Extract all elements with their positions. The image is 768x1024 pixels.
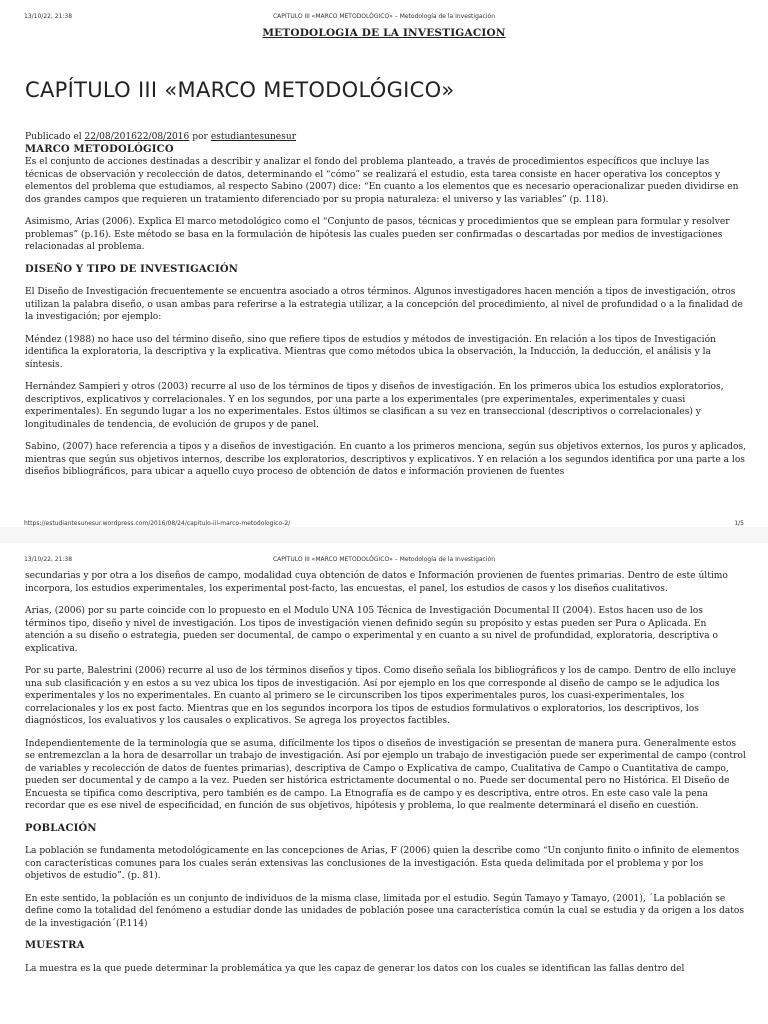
print-header [24, 13, 744, 23]
print-page-title: CAPÍTULO III «MARCO METODOLÓGICO» – Metodología de la Investigación [272, 556, 496, 563]
heading-marco-metodologico: MARCO METODOLÓGICO [25, 143, 174, 155]
paragraph: Por su parte, Balestrini (2006) recurre al uso de los términos diseños y tipos. Como diseño señala los bibliográficos y los de campo. Dentro de ello incluye una sub clasificación y en estos a su vez ubica los tipos de investigación. Así por ejemplo en los que corresponde al diseño de campo se le adjudica los experimentales y los no experimentales. En cuanto al primero se le circunscriben los tipos experimentales puros, los cuasi-experimentales, los correlacionales y los ex post facto. Mientras que en los segundos incorpora los tipos de estudios formulativos o exploratorios, los descriptivos, los diagnósticos, los evaluativos y los causales o explicativos. Se agrega los proyectos factibles. [25, 666, 736, 726]
paragraph: En este sentido, la población es un conjunto de individuos de la misma clase, limitada por el estudio. Según Tamayo y Tamayo, (2001), ´La población se define como la totalidad del fenómeno a estudiar donde las unidades de población posee una característica común la cual se estudia y da origen a los datos de la investigación´(P.114) [25, 893, 745, 929]
post-content [25, 131, 746, 489]
paragraph: El Diseño de Investigación frecuentemente se encuentra asociado a otros términos. Algunos investigadores hacen mención a tipos de investigación, otros utilizan la palabra diseño, o usan ambas para referirse a la estrategia utilizar, a la concepción del procedimiento, al nivel de profundidad o a la finalidad de la investigación; por ejemplo: [25, 287, 743, 322]
site-title[interactable]: METODOLOGIA DE LA INVESTIGACION [262, 27, 506, 39]
heading-poblacion: POBLACIÓN [25, 822, 97, 834]
post-date-link[interactable]: 22/08/201622/08/2016 [84, 132, 190, 142]
paragraph: La muestra es la que puede determinar la problemática ya que les capaz de generar los datos con los cuales se identifican las fallas dentro del [25, 963, 685, 974]
print-page-title: CAPÍTULO III «MARCO METODOLÓGICO» – Metodología de la Investigación [272, 13, 496, 20]
print-footer [24, 520, 744, 527]
post-content [25, 570, 746, 985]
paragraph: Arias, (2006) por su parte coincide con lo propuesto en el Modulo UNA 105 Técnica de Investigación Documental II (2004). Estos hacen uso de los términos tipo, diseño y nivel de investigación. Los tipos de investigación vienen definido según su propósito y estas pueden ser Pura o Aplicada. En atención a su diseño o estrategia, pueden ser documental, de campo o experimental y en cuanto a su nivel de profundidad, exploratoria, descriptiva o explicativa. [25, 606, 718, 654]
footer-page-number: 1/5 [734, 520, 744, 527]
meta-by-label: por [192, 132, 208, 142]
paragraph: Es el conjunto de acciones destinadas a describir y analizar el fondo del problema planteado, a través de procedimientos específicos que incluye las técnicas de observación y recolección de datos, determinando el “cómo” se realizará el estudio, esta tarea consiste en hacer operativa los conceptos y elementos del problema que estudiamos, al respecto Sabino (2007) dice: “En cuanto a los elementos que es necesario operacionalizar pueden dividirse en dos grandes campos que requieren un tratamiento diferenciado por su propia naturaleza: el universo y las variables” (p. 118). [25, 157, 739, 205]
pdf-page-2 [0, 543, 768, 1024]
post-meta [25, 131, 746, 144]
paragraph: Méndez (1988) no hace uso del término diseño, sino que refiere tipos de estudios y métodos de investigación. En relación a los tipos de Investigación identifica la exploratoria, la descriptiva y la explicativa. Mientras que como métodos ubica la observación, la Inducción, la deducción, el análisis y la síntesis. [25, 334, 716, 370]
meta-published-label: Publicado el [25, 132, 82, 142]
paragraph: secundarias y por otra a los diseños de campo, modalidad cuya obtención de datos e Información provienen de fuentes primarias. Dentro de este último incorpora, los estudios experimentales, los experimental post-facto, las encuestas, el panel, los estudios de casos y los diseños cualitativos. [25, 571, 728, 594]
paragraph: Sabino, (2007) hace referencia a tipos y a diseños de investigación. En cuanto a los primeros menciona, según sus objetivos externos, los puros y aplicados, mientras que según sus objetivos internos, describe los exploratorios, descriptivos y explicativos. Y en relación a los segundos identifica por una parte a los diseños bibliográficos, para ubicar a aquello cuyo proceso de obtención de datos e información provienen de fuentes [25, 442, 746, 477]
print-date: 13/10/22, 21:38 [24, 13, 73, 20]
paragraph: Hernández Sampieri y otros (2003) recurre al uso de los términos de tipos y diseños de investigación. En los primeros ubica los estudios exploratorios, descriptivos, explicativos y correlacionales. Y en los segundos, por una parte a los experimentales (pre experimentales, experimentales y cuasi experimentales). En segundo lugar a los no experimentales. Estos últimos se clasifican a su vez en transeccional (descriptivos o correlacionales) y longitudinales de tendencia, de evolución de grupos y de panel. [25, 382, 724, 430]
footer-url: https://estudiantesunesur.wordpress.com/2016/08/24/capitulo-iii-marco-metodologico-2/ [24, 520, 291, 527]
heading-muestra: MUESTRA [25, 940, 85, 951]
print-date: 13/10/22, 21:38 [24, 556, 73, 563]
paragraph: Asimismo, Arias (2006). Explica El marco metodológico como el “Conjunto de pasos, técnicas y procedimientos que se emplean para formular y resolver problemas” (p.16). Este método se basa en la formulación de hipótesis las cuales pueden ser confirmadas o descartadas por medios de investigaciones relacionadas al problema. [25, 217, 730, 252]
paragraph: La población se fundamenta metodológicamente en las concepciones de Arias, F (2006) quien la describe como “Un conjunto finito o infinito de elementos con características comunes para los cuales serán extensivas las conclusiones de la investigación. Esta queda delimitada por el problema y por los objetivos de estudio”. (p. 81). [25, 846, 740, 881]
post-title: CAPÍTULO III «MARCO METODOLÓGICO» [25, 78, 455, 102]
author-link[interactable]: estudiantesunesur [210, 132, 297, 142]
paragraph: Independientemente de la terminología que se asuma, difícilmente los tipos o diseños de investigación se presentan de manera pura. Generalmente estos se entremezclan a la hora de desarrollar un trabajo de investigación. Así por ejemplo un trabajo de investigación puede ser experimental de campo (control de variables y recolección de datos de fuentes primarias), descriptiva de Campo o Explicativa de campo, Cualitativa de Campo o Cuantitativa de campo, pueden ser documental y de campo a la vez. Pueden ser histórica estrictamente documental o no. Puede ser documental pero no Histórica. El Diseño de Encuesta se tipifica como descriptiva, pero también es de campo. La Etnografía es de campo y es descriptiva, entre otros. En este caso vale la pena recordar que es ese nivel de especificidad, en función de sus objetivos, hipótesis y problema, lo que realmente determinará el diseño en cuestión. [25, 738, 746, 811]
print-header [24, 556, 744, 566]
heading-diseno-tipo: DISEÑO Y TIPO DE INVESTIGACIÓN [25, 263, 239, 275]
